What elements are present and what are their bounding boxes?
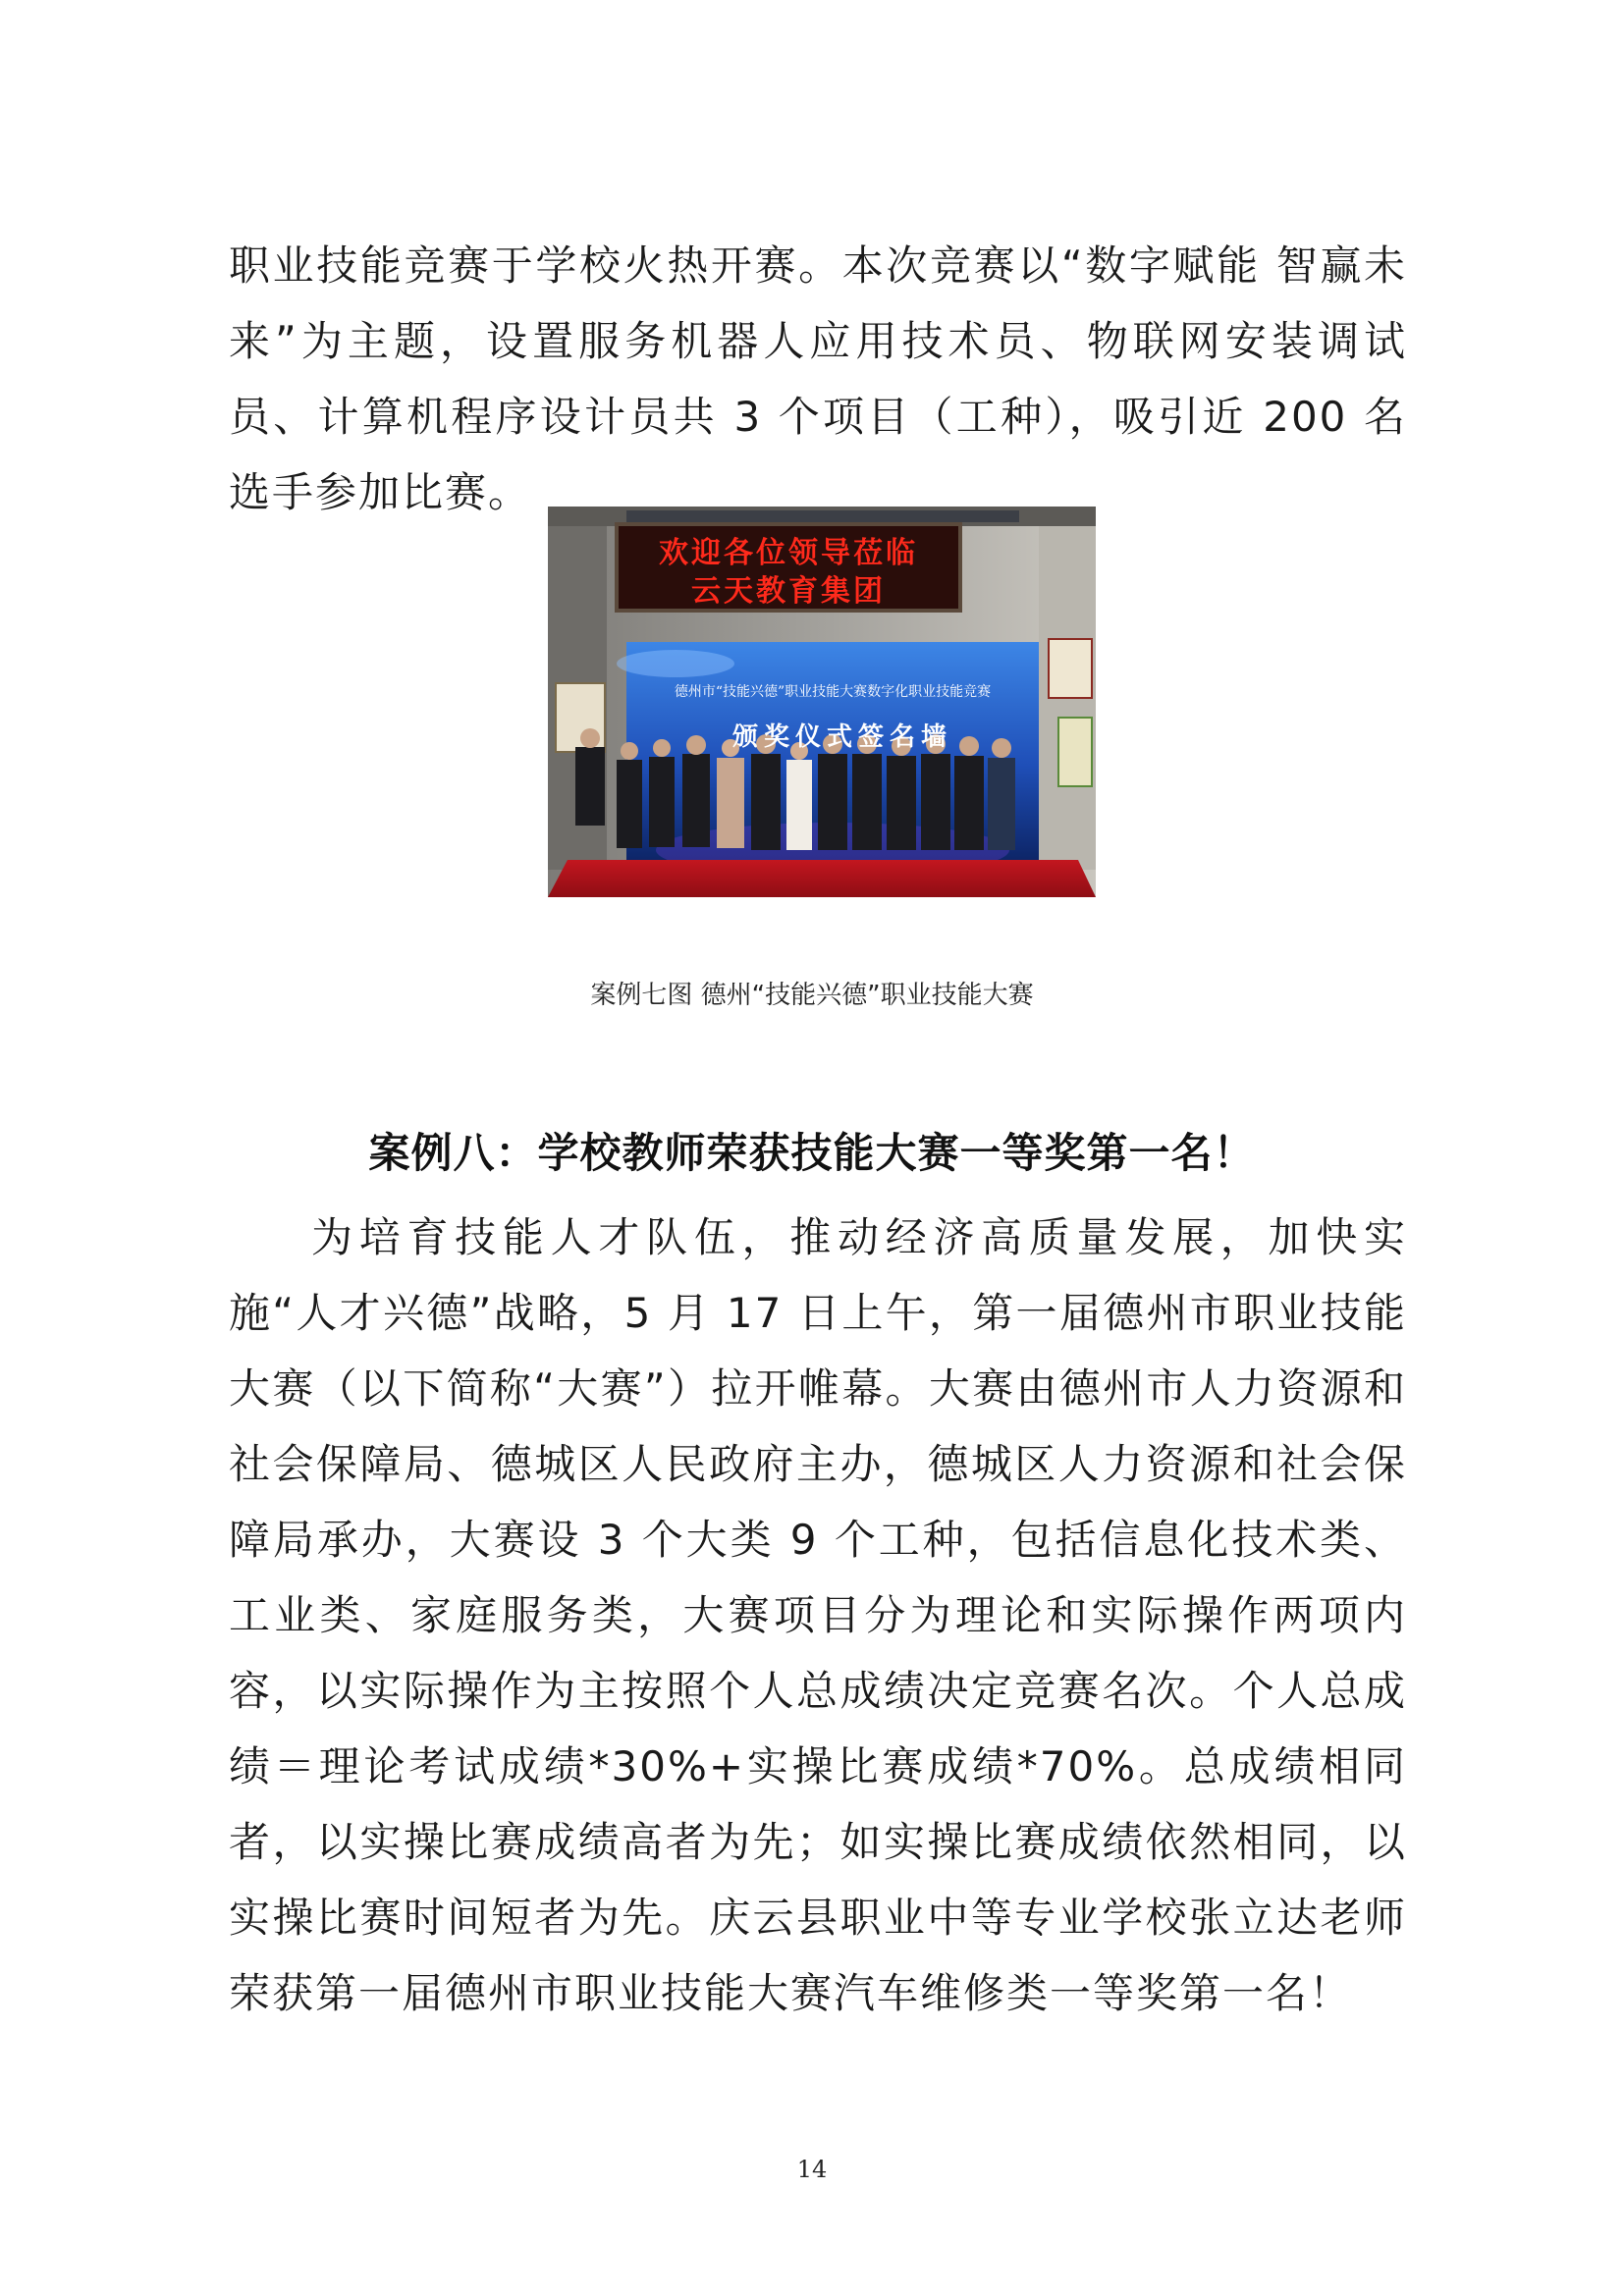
led-sign-line-2: 云天教育集团 — [691, 574, 886, 609]
body-paragraph-1: 职业技能竞赛于学校火热开赛。本次竞赛以“数字赋能 智赢未来”为主题，设置服务机器人应用技术员、物联网安装调试员、计算机程序设计员共 3 个项目（工种），吸引近 200 名选手参加比赛。 — [229, 241, 1407, 516]
event-photo — [548, 507, 1096, 897]
body-paragraph-2: 为培育技能人才队伍，推动经济高质量发展，加快实施“人才兴德”战略，5 月 17 日上午，第一届德州市职业技能大赛（以下简称“大赛”）拉开帷幕。大赛由德州市人力资源和社会保障局、德城区人民政府主办，德城区人力资源和社会保障局承办，大赛设 3 个大类 9 个工种，包括信息化技术类、工业类、家庭服务类，大赛项目分为理论和实际操作两项内容，以实际操作为主按照个人总成绩决定竞赛名次。个人总成绩＝理论考试成绩*30%+实操比赛成绩*70%。总成绩相同者，以实操比赛成绩高者为先；如实操比赛成绩依然相同，以实操比赛时间短者为先。庆云县职业中等专业学校张立达老师荣获第一届德州市职业技能大赛汽车维修类一等奖第一名！ — [229, 1213, 1407, 2017]
page-number: 14 — [796, 2156, 828, 2183]
section-heading: 案例八：学校教师荣获技能大赛一等奖第一名！ — [368, 1129, 1256, 1177]
banner-subtitle: 颁奖仪式签名墙 — [731, 722, 952, 752]
figure-caption: 案例七图 德州“技能兴德”职业技能大赛 — [590, 981, 1034, 1010]
led-sign-line-1: 欢迎各位领导莅临 — [659, 536, 918, 570]
banner-title: 德州市“技能兴德”职业技能大赛数字化职业技能竞赛 — [674, 684, 992, 700]
